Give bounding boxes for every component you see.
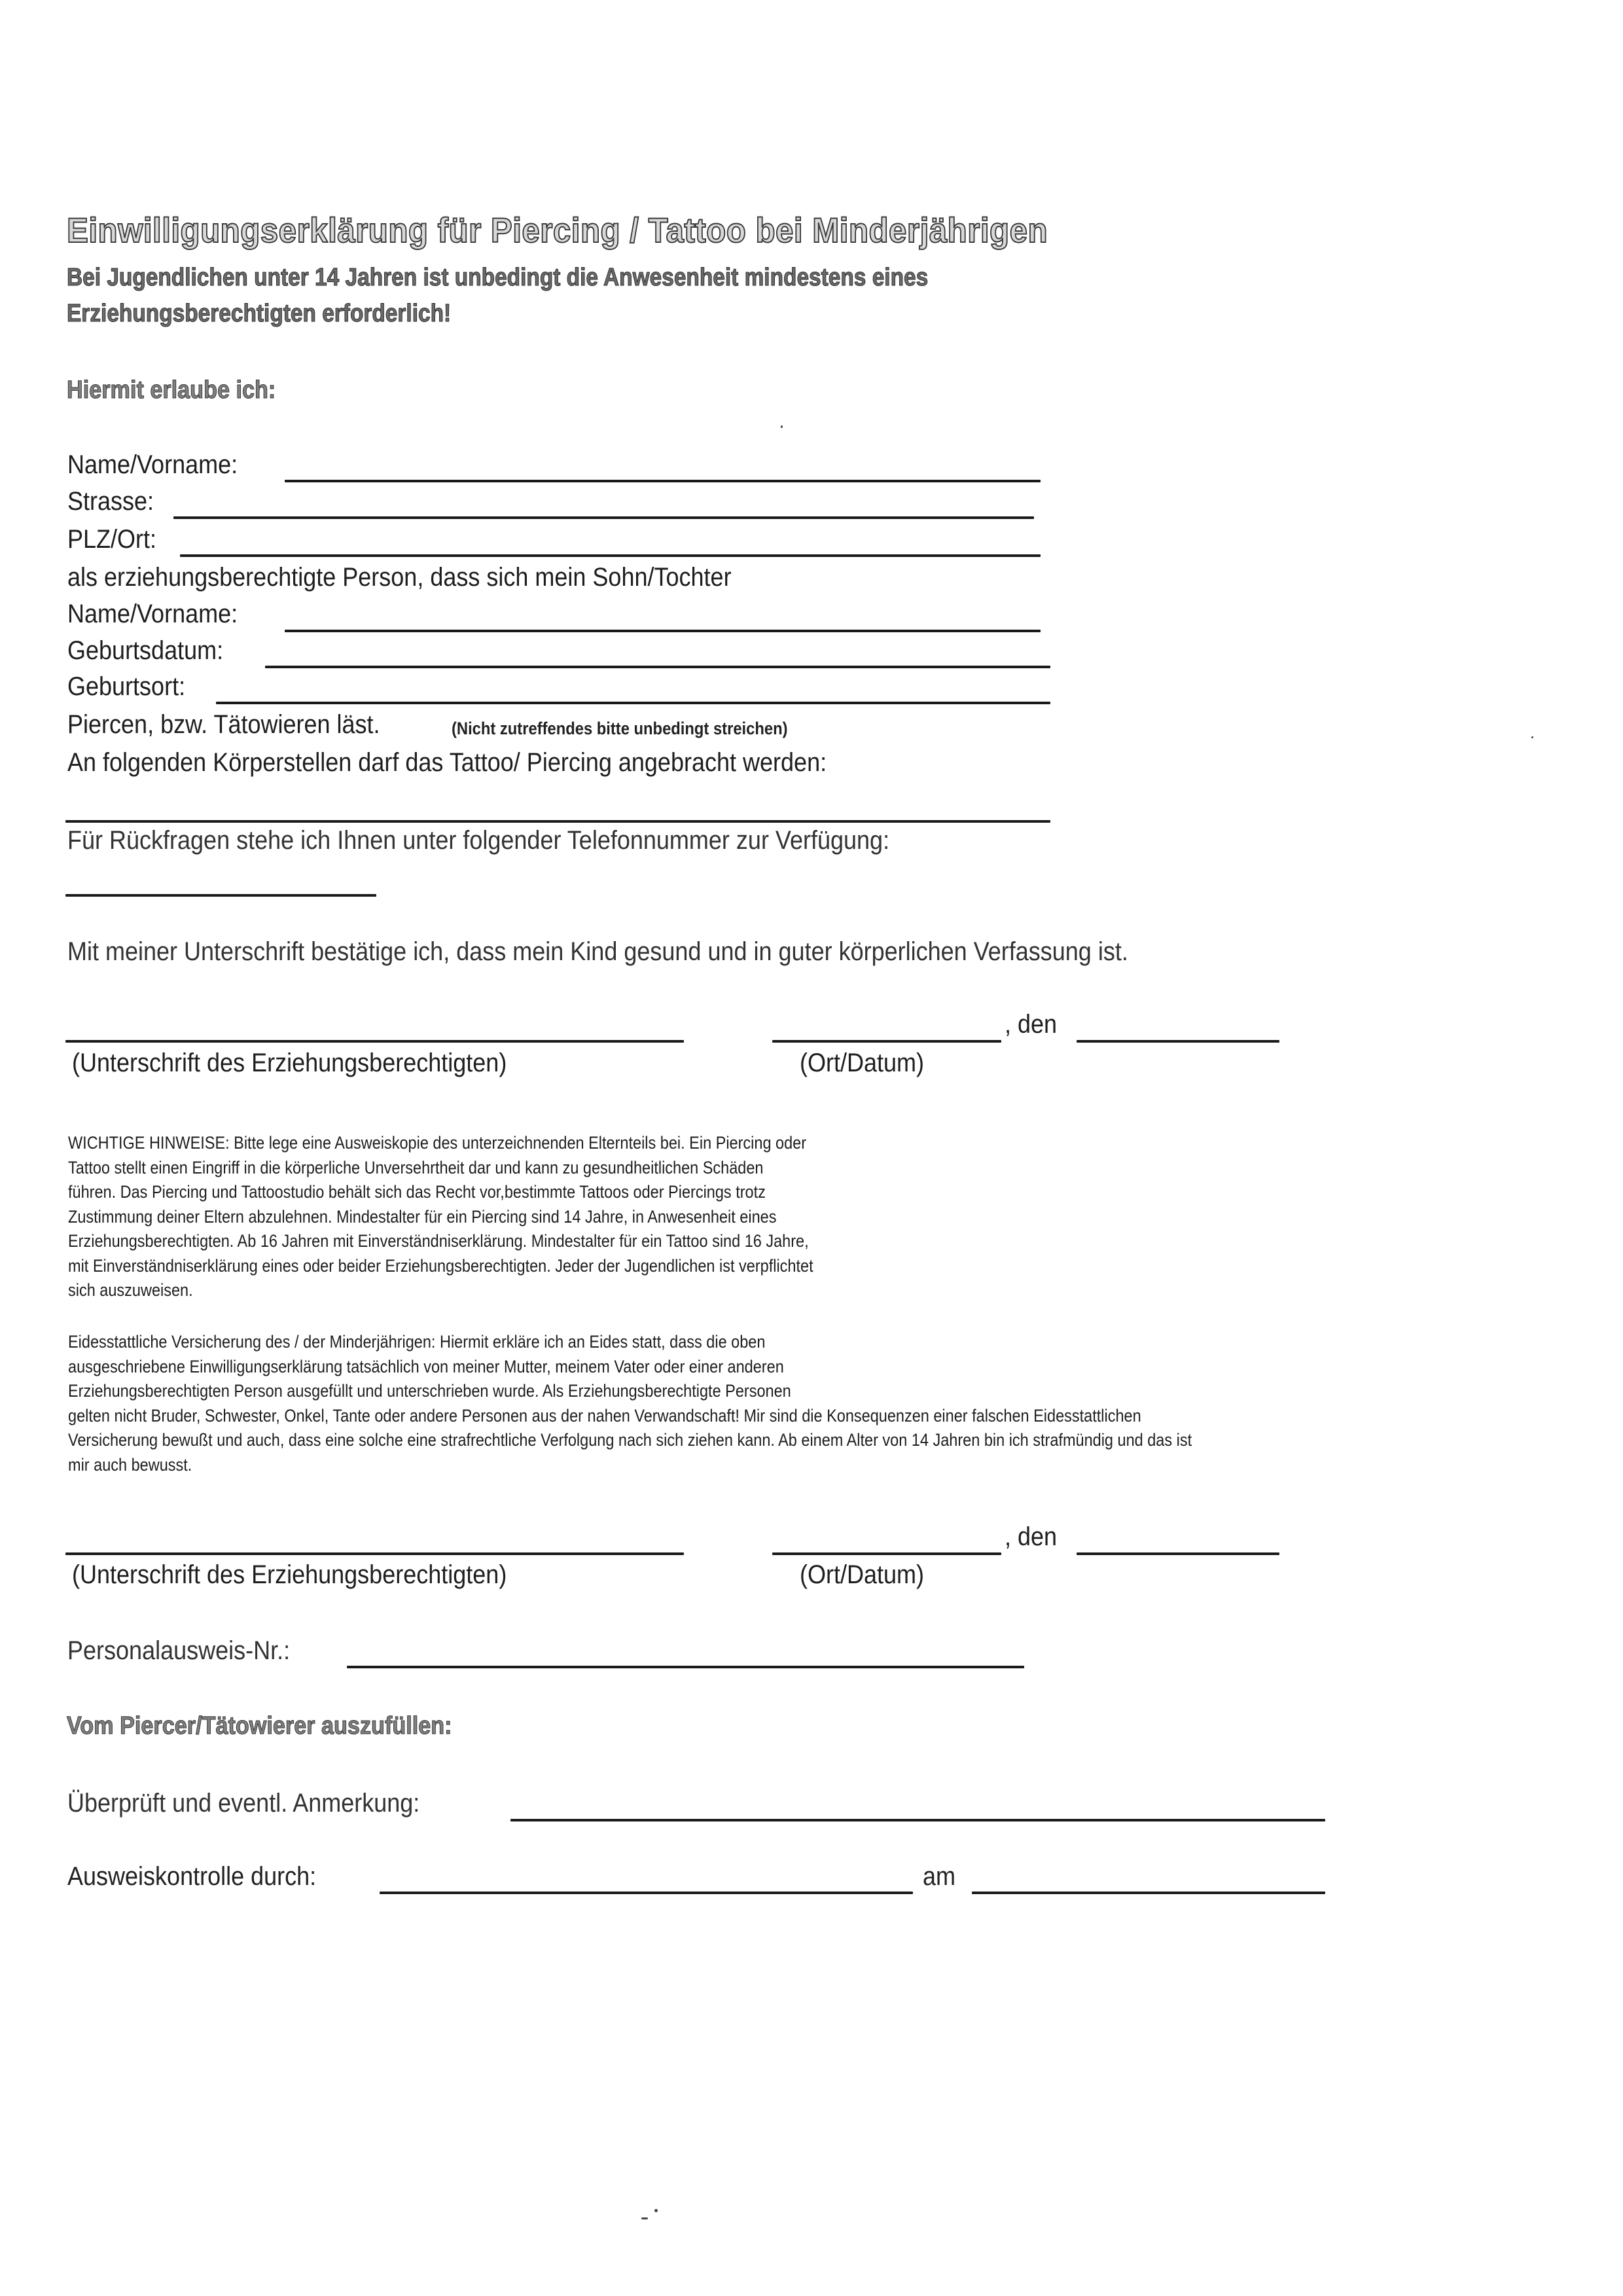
notice-line: mit Einverständniserklärung eines oder beider Erziehungsberechtigten. Jeder der Jugendlichen ist verpflichtet [68, 1255, 813, 1276]
scan-speck [654, 2209, 658, 2212]
place-date-caption-2: (Ort/Datum) [800, 1560, 925, 1589]
notice-line: sich auszuweisen. [68, 1280, 193, 1300]
id-check-field[interactable] [380, 1892, 913, 1894]
place-field-1[interactable] [772, 1040, 1001, 1043]
child-name-field[interactable] [285, 630, 1041, 632]
pierce-text: Piercen, bzw. Tätowieren läst. [67, 710, 380, 739]
am-date-field[interactable] [972, 1892, 1325, 1894]
child-birthplace-label: Geburtsort: [67, 672, 186, 701]
guardian-statement: als erziehungsberechtigte Person, dass sich mein Sohn/Tochter [67, 563, 732, 592]
id-check-label: Ausweiskontrolle durch: [67, 1862, 317, 1891]
staff-section-heading: Vom Piercer/Tätowierer auszufüllen: [67, 1712, 452, 1740]
important-notice [68, 1131, 813, 1303]
affidavit [68, 1330, 1192, 1477]
affidavit-line: Versicherung bewußt und auch, dass eine solche eine strafrechtliche Verfolgung nach sich ziehen kann. Ab einem Alter von 14 Jahren bin ich strafmündig und das ist [68, 1430, 1192, 1450]
child-birthplace-field[interactable] [216, 702, 1050, 704]
scan-speck [1531, 736, 1533, 738]
affidavit-line: Eidesstattliche Versicherung des / der Minderjährigen: Hiermit erkläre ich an Eides statt, dass die oben [68, 1332, 766, 1352]
checked-remark-label: Überprüft und eventl. Anmerkung: [67, 1789, 420, 1818]
form-title: Einwilligungserklärung für Piercing / Tattoo bei Minderjährigen [67, 211, 1048, 250]
scan-speck [781, 425, 783, 428]
form-subtitle-line-1: Bei Jugendlichen unter 14 Jahren ist unbedingt die Anwesenheit mindestens eines [67, 264, 929, 291]
notice-line: führen. Das Piercing und Tattoostudio behält sich das Recht vor,bestimmte Tattoos oder Piercings trotz [68, 1182, 766, 1202]
place-field-2[interactable] [772, 1552, 1001, 1555]
guardian-signature-caption-2: (Unterschrift des Erziehungsberechtigten) [72, 1560, 507, 1589]
notice-line: Tattoo stellt einen Eingriff in die körperliche Unversehrtheit dar und kann zu gesundheitlichen Schäden [68, 1157, 764, 1177]
notice-line: Zustimmung deiner Eltern abzulehnen. Mindestalter für ein Piercing sind 14 Jahre, in Anwesenheit eines [68, 1206, 777, 1227]
date-field-2[interactable] [1077, 1552, 1279, 1555]
parent-zip-city-label: PLZ/Ort: [67, 525, 157, 554]
id-number-field[interactable] [347, 1666, 1024, 1668]
health-statement: Mit meiner Unterschrift bestätige ich, dass mein Kind gesund und in guter körperlichen Verfassung ist. [67, 937, 1128, 966]
den-label-2: , den [1005, 1522, 1058, 1551]
body-parts-field[interactable] [65, 820, 1050, 823]
phone-label: Für Rückfragen stehe ich Ihnen unter folgender Telefonnummer zur Verfügung: [67, 826, 890, 855]
parent-street-label: Strasse: [67, 487, 154, 516]
checked-remark-field[interactable] [510, 1819, 1325, 1821]
notice-line: Erziehungsberechtigten. Ab 16 Jahren mit Einverständniserklärung. Mindestalter für ein Tattoo sind 16 Jahre, [68, 1231, 809, 1251]
am-label: am [923, 1862, 956, 1891]
strike-through-note: (Nicht zutreffendes bitte unbedingt streichen) [452, 719, 788, 738]
guardian-signature-field-2[interactable] [65, 1552, 684, 1555]
child-name-label: Name/Vorname: [67, 600, 238, 628]
child-birthdate-field[interactable] [265, 666, 1050, 668]
consent-intro: Hiermit erlaube ich: [67, 376, 276, 404]
date-field-1[interactable] [1077, 1040, 1279, 1043]
affidavit-line: Erziehungsberechtigten Person ausgefüllt und unterschrieben wurde. Als Erziehungsberechtigte Personen [68, 1381, 791, 1401]
affidavit-line: mir auch bewusst. [68, 1454, 192, 1475]
guardian-signature-field-1[interactable] [65, 1040, 684, 1043]
child-birthdate-label: Geburtsdatum: [67, 636, 224, 665]
body-parts-label: An folgenden Körperstellen darf das Tattoo/ Piercing angebracht werden: [67, 748, 827, 777]
parent-name-field[interactable] [285, 480, 1041, 482]
parent-street-field[interactable] [173, 516, 1034, 519]
affidavit-line: gelten nicht Bruder, Schwester, Onkel, Tante oder andere Personen aus der nahen Verwandschaft! Mir sind die Konsequenzen einer falschen Eidesstattlichen [68, 1405, 1141, 1426]
pierce-tattoo-statement [67, 710, 415, 740]
guardian-signature-caption-1: (Unterschrift des Erziehungsberechtigten) [72, 1049, 507, 1077]
scan-speck [641, 2217, 648, 2219]
phone-field[interactable] [65, 894, 376, 897]
parent-zip-city-field[interactable] [180, 554, 1041, 557]
place-date-caption-1: (Ort/Datum) [800, 1049, 925, 1077]
affidavit-line: ausgeschriebene Einwilligungserklärung tatsächlich von meiner Mutter, meinem Vater oder einer anderen [68, 1356, 784, 1376]
form-subtitle-line-2: Erziehungsberechtigten erforderlich! [67, 300, 452, 327]
id-number-label: Personalausweis-Nr.: [67, 1636, 291, 1665]
parent-name-label: Name/Vorname: [67, 450, 238, 479]
notice-line: WICHTIGE HINWEISE: Bitte lege eine Ausweiskopie des unterzeichnenden Elternteils bei. Ein Piercing oder [68, 1133, 807, 1153]
den-label-1: , den [1005, 1010, 1058, 1039]
